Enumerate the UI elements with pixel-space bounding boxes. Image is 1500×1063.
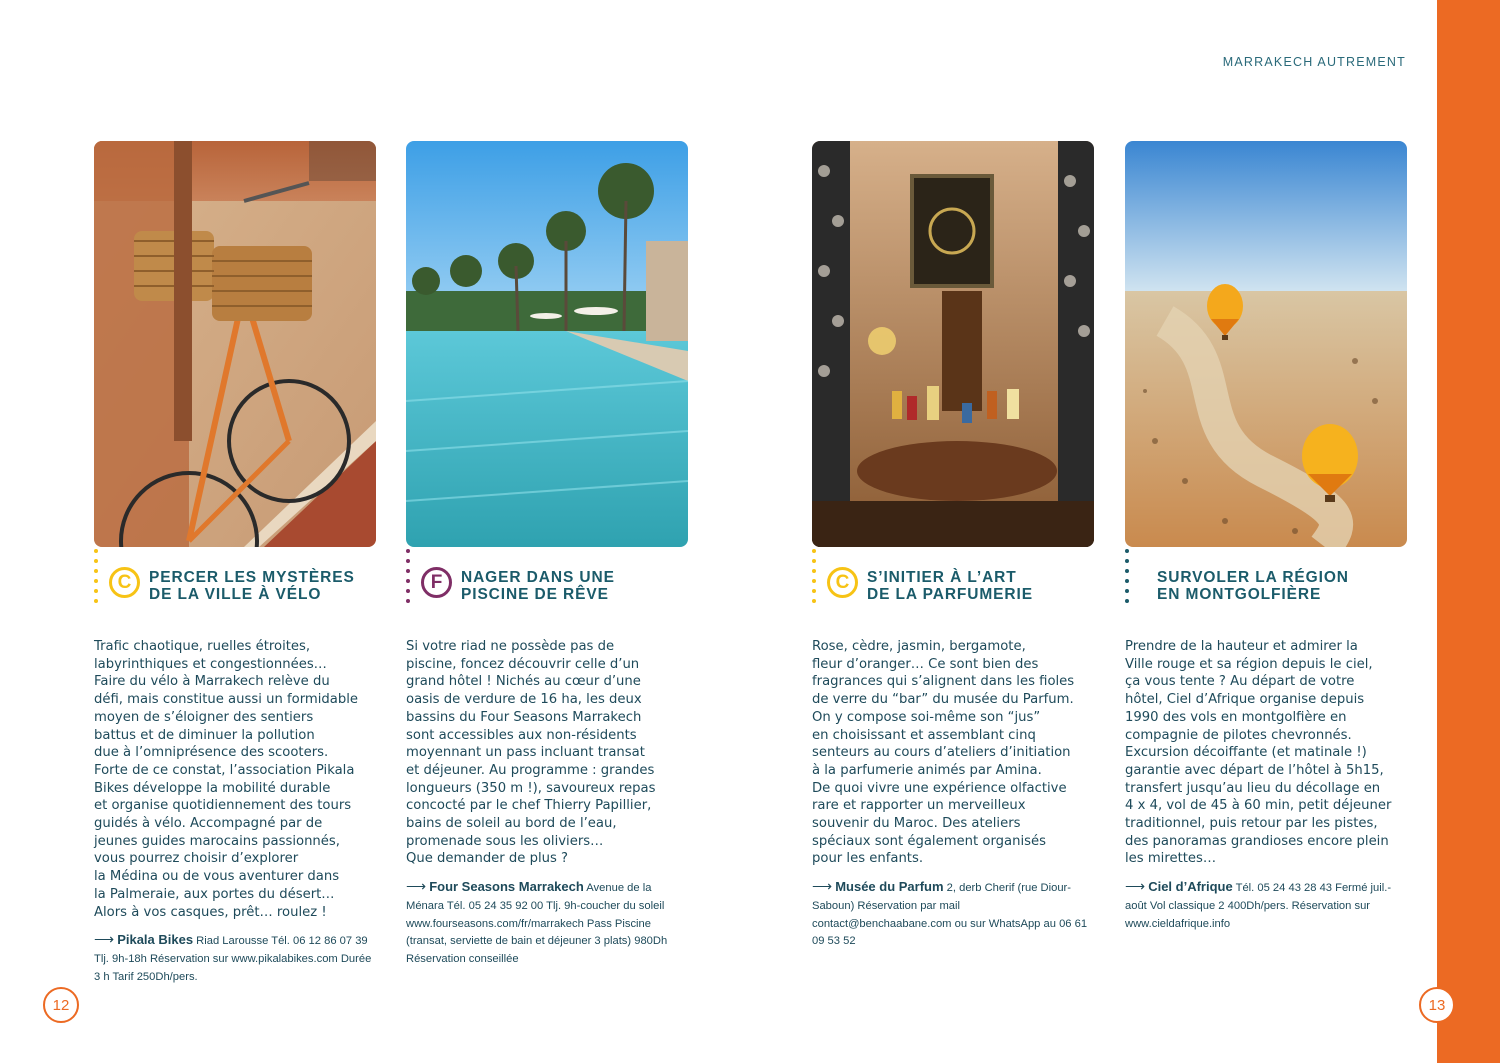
pool-photo — [406, 141, 688, 547]
venue-name: Four Seasons Marrakech — [429, 879, 584, 895]
running-head: MARRAKECH AUTREMENT — [1222, 55, 1406, 69]
arrow-icon: ⟶ — [94, 931, 115, 948]
page-number-right: 13 — [1419, 987, 1455, 1023]
arrow-icon: ⟶ — [812, 878, 833, 895]
practical-info: ⟶ Four Seasons Marrakech Avenue de la Ménara Tél. 05 24 35 92 00 Tlj. 9h-coucher du soleil www.fourseasons.com/fr/marrakech Pass Piscine (transat, serviette de bain et déjeuner 3 plats) 980Dh Réservation conseillée — [406, 878, 668, 965]
card-heading: SURVOLER LA RÉGION EN MONTGOLFIÈRE — [1157, 569, 1349, 603]
page-number-left: 12 — [43, 987, 79, 1023]
card-bike — [94, 141, 376, 983]
practical-info: ⟶ Ciel d’Afrique Tél. 05 24 43 28 43 Fermé juil.-août Vol classique 2 400Dh/pers. Réservation sur www.cieldafrique.info — [1125, 878, 1392, 930]
arrow-icon: ⟶ — [406, 878, 427, 895]
venue-name: Musée du Parfum — [835, 879, 944, 895]
category-badge-c: C — [109, 567, 140, 598]
venue-name: Pikala Bikes — [117, 932, 194, 948]
category-badge-c: C — [827, 567, 858, 598]
card-heading: NAGER DANS UNE PISCINE DE RÊVE — [461, 569, 615, 603]
perfume-photo — [812, 141, 1094, 547]
page-edge-bar — [1437, 0, 1500, 1063]
balloon-photo — [1125, 141, 1407, 547]
card-pool — [406, 141, 688, 965]
practical-info: ⟶ Pikala Bikes Riad Larousse Tél. 06 12 86 07 39 Tlj. 9h-18h Réservation sur www.pikalabikes.com Durée 3 h Tarif 250Dh/pers. — [94, 931, 372, 983]
practical-info: ⟶ Musée du Parfum 2, derb Cherif (rue Diour-Saboun) Réservation par mail contact@benchaabane.com ou sur WhatsApp au 06 61 09 53 52 — [812, 878, 1088, 948]
card-heading: PERCER LES MYSTÈRES DE LA VILLE À VÉLO — [149, 569, 355, 603]
card-body: Si votre riad ne possède pas de piscine, foncez découvrir celle d’un grand hôtel ! Nichés au cœur d’une oasis de verdure de 16 ha, les deux bassins du Four Seasons Marrakech sont accessibles aux non-résidents moyennant un pass incluant transat et déjeuner. Au programme : grandes longueurs (350 m !), savoureux repas concocté par le chef Thierry Papillier, bains de soleil au bord de l’eau, promenade sous les oliviers… Que demander de plus ? — [406, 639, 656, 867]
card-body: Rose, cèdre, jasmin, bergamote, fleur d’oranger… Ce sont bien des fragrances qui s’alignent dans les fioles de verre du “bar” du musée du Parfum. On y compose soi-même son “jus” en choisissant et assemblant cinq senteurs au cours d’ateliers d’initiation à la parfumerie animés par Amina. De quoi vivre une expérience olfactive rare et rapporter un merveilleux souvenir du Maroc. Des ateliers spéciaux sont également organisés pour les enfants. — [812, 639, 1075, 867]
arrow-icon: ⟶ — [1125, 878, 1146, 895]
card-balloon — [1125, 141, 1407, 930]
bike-photo — [94, 141, 376, 547]
card-perfume — [812, 141, 1094, 948]
venue-name: Ciel d’Afrique — [1148, 879, 1233, 895]
card-body: Trafic chaotique, ruelles étroites, labyrinthiques et congestionnées… Faire du vélo à Marrakech relève du défi, mais constitue aussi un formidable moyen de s’éloigner des sentiers battus et de diminuer la pollution due à l’omniprésence des scooters. Forte de ce constat, l’association Pikala Bikes développe la mobilité durable et organise quotidiennement des tours guidés à vélo. Accompagné par de jeunes guides marocains passionnés, vous pourrez choisir d’explorer la Médina ou de vous aventurer dans la Palmeraie, aux portes du désert… Alors à vos casques, prêt… roulez ! — [94, 639, 359, 920]
category-badge-f: F — [421, 567, 452, 598]
card-heading: S’INITIER À L’ART DE LA PARFUMERIE — [867, 569, 1033, 603]
card-body: Prendre de la hauteur et admirer la Ville rouge et sa région depuis le ciel, ça vous tente ? Au départ de votre hôtel, Ciel d’Afrique organise depuis 1990 des vols en montgolfière en compagnie de pilotes chevronnés. Excursion décoiffante (et matinale !) garantie avec départ de l’hôtel à 5h15, transfert jusqu’au lieu du décollage en 4 x 4, vol de 45 à 60 min, petit déjeuner traditionnel, puis retour par les pistes, des panoramas grandioses encore plein les mirettes… — [1125, 639, 1392, 867]
